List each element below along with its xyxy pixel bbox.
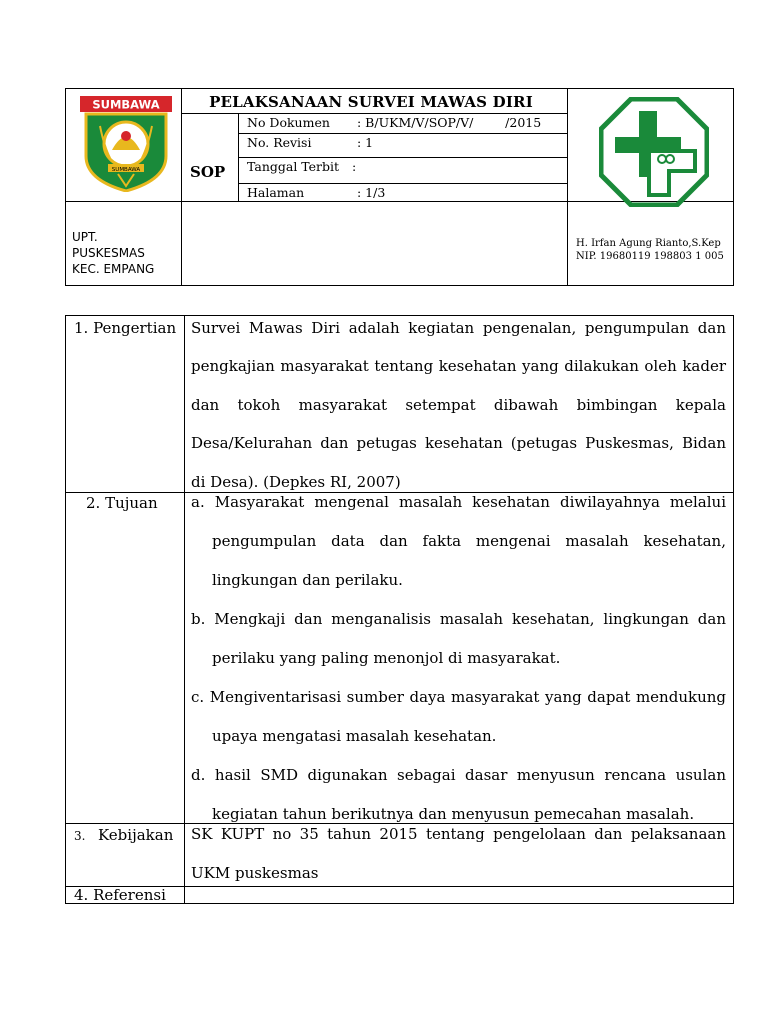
section-label-tujuan: 2. Tujuan [86, 494, 158, 512]
tujuan-item-a: a. Masyarakat mengenal masalah kesehatan diwilayahnya melalui [191, 493, 726, 511]
tujuan-item-d-cont: kegiatan tahun berikutnya dan menyusun pemecahan masalah. [212, 805, 695, 823]
kebijakan-line: SK KUPT no 35 tahun 2015 tentang pengelolaan dan pelaksanaan [191, 825, 726, 843]
sop-content-table [65, 315, 734, 904]
section-label-kebijakan: Kebijakan [98, 826, 174, 844]
logo-title: SUMBAWA [92, 97, 160, 112]
signatory-name: H. Irfan Agung Rianto,S.Kep [576, 238, 721, 249]
pengertian-line: pengkajian masyarakat tentang kesehatan yang dilakukan oleh kader [191, 357, 726, 375]
sumbawa-logo [80, 96, 172, 192]
tujuan-item-d: d. hasil SMD digunakan sebagai dasar menyusun rencana usulan [191, 766, 726, 784]
unit-line-1: UPT. [72, 230, 98, 244]
pengertian-line: Desa/Kelurahan dan petugas kesehatan (petugas Puskesmas, Bidan [191, 434, 726, 452]
signatory [576, 237, 724, 263]
tujuan-item-b: b. Mengkaji dan menganalisis masalah kesehatan, lingkungan dan [191, 610, 726, 628]
tujuan-item-c-cont: upaya mengatasi masalah kesehatan. [212, 727, 497, 745]
logo-subtitle: SUMBAWA [111, 167, 141, 173]
document-header [65, 88, 734, 286]
unit-line-2: PUSKESMAS [72, 246, 145, 260]
section-label-pengertian: 1. Pengertian [74, 319, 177, 337]
sop-label: SOP [190, 163, 226, 181]
meta-label-revision: No. Revisi [247, 135, 312, 150]
meta-value-doc-number: : B/UKM/V/SOP/V/ /2015 [357, 115, 542, 130]
pengertian-line: dan tokoh masyarakat setempat dibawah bimbingan kepala [191, 396, 726, 414]
meta-value-page: : 1/3 [357, 185, 386, 200]
kebijakan-line: UKM puskesmas [191, 864, 319, 882]
meta-label-issue-date: Tanggal Terbit [247, 159, 340, 174]
tujuan-item-c: c. Mengiventarisasi sumber daya masyarakat yang dapat mendukung [191, 688, 726, 706]
meta-label-page: Halaman [247, 185, 305, 200]
meta-value-issue-date: : [352, 159, 357, 174]
meta-value-revision: : 1 [357, 135, 374, 150]
unit-name [72, 229, 154, 277]
signatory-nip: NIP. 19680119 198803 1 005 [576, 251, 724, 262]
meta-label-doc-number: No Dokumen [247, 115, 330, 130]
document-title: PELAKSANAAN SURVEI MAWAS DIRI [209, 93, 533, 111]
unit-line-3: KEC. EMPANG [72, 262, 155, 276]
tujuan-item-a-cont: pengumpulan data dan fakta mengenai masalah kesehatan, [212, 532, 726, 550]
puskesmas-logo [599, 97, 709, 207]
pengertian-line: Survei Mawas Diri adalah kegiatan pengenalan, pengumpulan dan [191, 319, 726, 337]
pengertian-line: di Desa). (Depkes RI, 2007) [191, 473, 401, 491]
tujuan-item-a-cont: lingkungan dan perilaku. [212, 571, 403, 589]
section-label-referensi: 4. Referensi [74, 886, 166, 904]
tujuan-item-b-cont: perilaku yang paling menonjol di masyarakat. [212, 649, 561, 667]
section-number-kebijakan: 3. [74, 829, 86, 843]
